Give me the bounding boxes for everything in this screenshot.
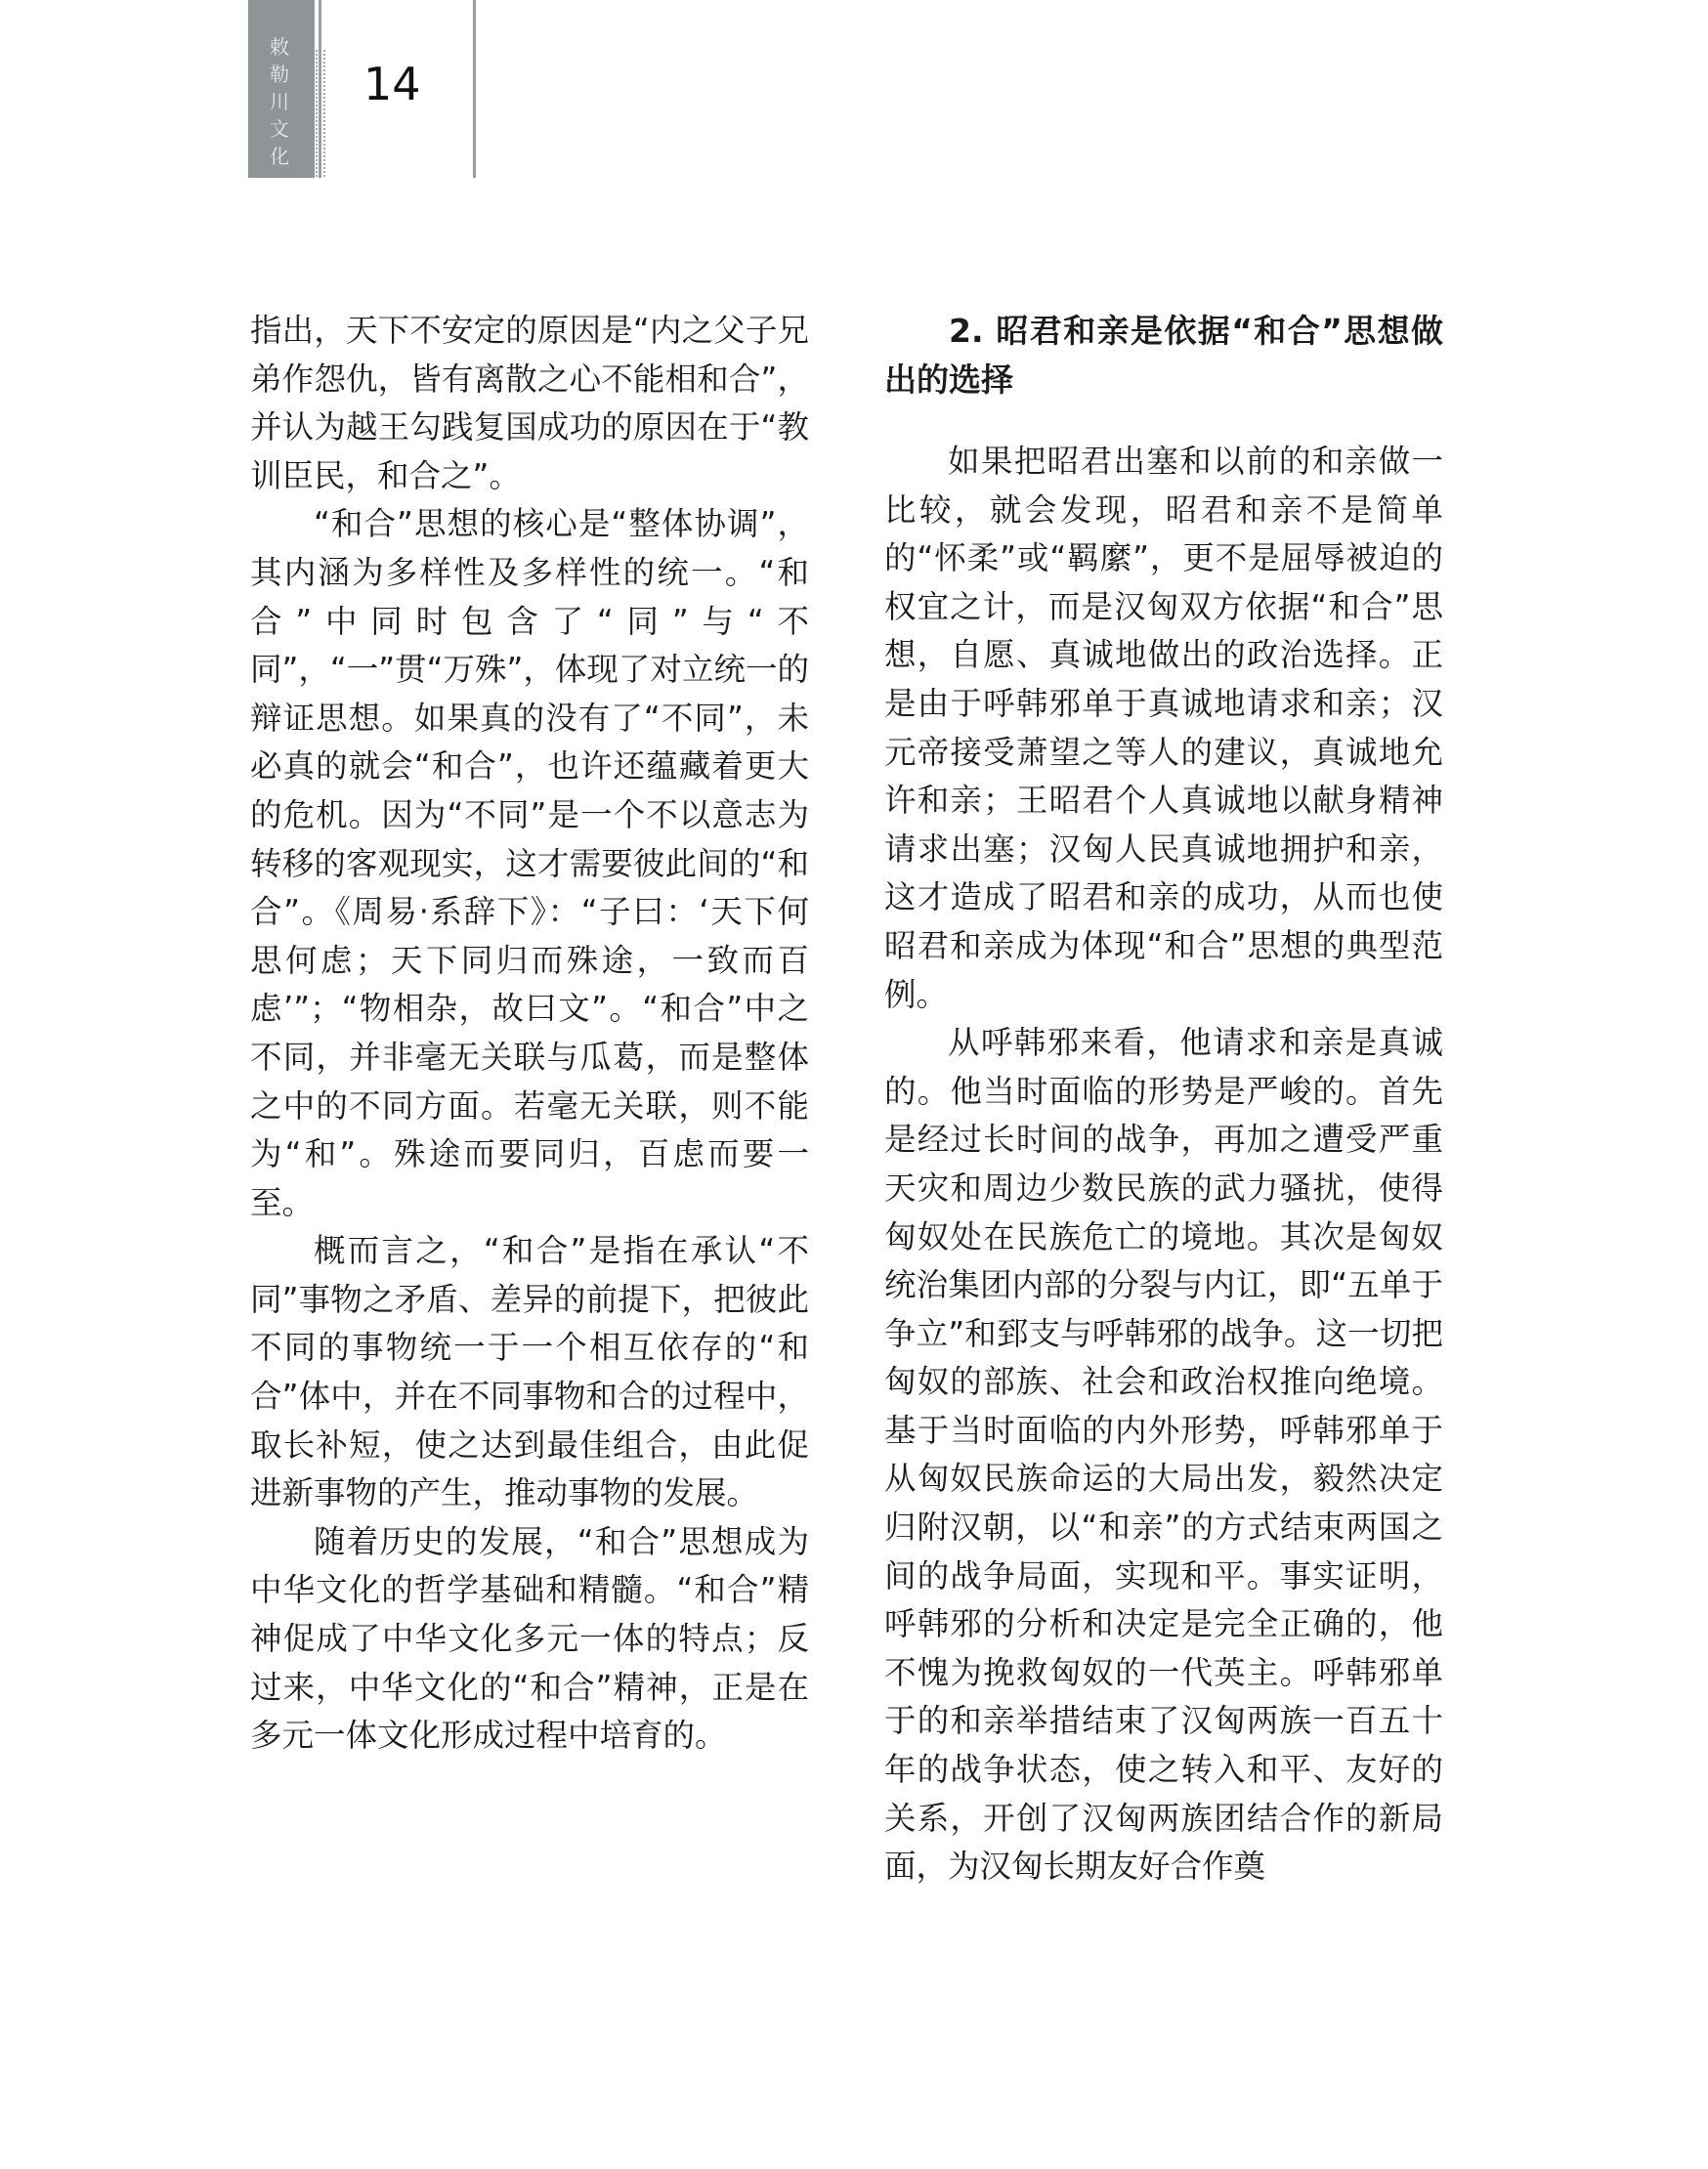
paragraph: 如果把昭君出塞和以前的和亲做一比较，就会发现，昭君和亲不是简单的“怀柔”或“羁縻”，更不是屈辱被迫的权宜之计，而是汉匈双方依据“和合”思想，自愿、真诚地做出的政治选择。正是由于呼韩邪单于真诚地请求和亲；汉元帝接受萧望之等人的建议，真诚地允许和亲；王昭君个人真诚地以献身精神请求出塞；汉匈人民真诚地拥护和亲，这才造成了昭君和亲的成功，从而也使昭君和亲成为体现“和合”思想的典型范例。 bbox=[884, 443, 1443, 1013]
header-divider-left bbox=[319, 0, 321, 178]
series-tab bbox=[248, 0, 315, 178]
paragraph: “和合”思想的核心是“整体协调”，其内涵为多样性及多样性的统一。“和合”中同时包含了“同”与“不同”，“一”贯“万殊”，体现了对立统一的辩证思想。如果真的没有了“不同”，未必真的就会“和合”，也许还蕴藏着更大的危机。因为“不同”是一个不以意志为转移的客观现实，这才需要彼此间的“和合”。《周易·系辞下》：“子曰：‘天下何思何虑；天下同归而殊途，一致而百虑’”；“物相杂，故曰文”。“和合”中之不同，并非毫无关联与瓜葛，而是整体之中的不同方面。若毫无关联，则不能为“和”。殊途而要同归，百虑而要一至。 bbox=[250, 505, 809, 1221]
section-heading: 2. 昭君和亲是依据“和合”思想做出的选择 bbox=[884, 312, 1443, 399]
paragraph: 从呼韩邪来看，他请求和亲是真诚的。他当时面临的形势是严峻的。首先是经过长时间的战争，再加之遭受严重天灾和周边少数民族的武力骚扰，使得匈奴处在民族危亡的境地。其次是匈奴统治集团内部的分裂与内讧，即“五单于争立”和郅支与呼韩邪的战争。这一切把匈奴的部族、社会和政治权推向绝境。基于当时面临的内外形势，呼韩邪单于从匈奴民族命运的大局出发，毅然决定归附汉朝，以“和亲”的方式结束两国之间的战争局面，实现和平。事实证明，呼韩邪的分析和决定是完全正确的，他不愧为挽救匈奴的一代英主。呼韩邪单于的和亲举措结束了汉匈两族一百五十年的战争状态，使之转入和平、友好的关系，开创了汉匈两族团结合作的新局面，为汉匈长期友好合作奠 bbox=[884, 1024, 1443, 1886]
right-column bbox=[884, 307, 1443, 1892]
paragraph: 随着历史的发展，“和合”思想成为中华文化的哲学基础和精髓。“和合”精神促成了中华文化多元一体的特点；反过来，中华文化的“和合”精神，正是在多元一体文化形成过程中培育的。 bbox=[250, 1522, 809, 1755]
page-number: 14 bbox=[363, 58, 421, 110]
heading-spacer bbox=[884, 404, 1443, 438]
paragraph: 指出，天下不安定的原因是“内之父子兄弟作怨仇，皆有离散之心不能相和合”，并认为越王勾践复国成功的原因在于“教训臣民，和合之”。 bbox=[250, 312, 809, 494]
series-title: 敕勒川文化 bbox=[270, 35, 289, 168]
header-divider-right bbox=[473, 0, 476, 178]
paragraph: 概而言之，“和合”是指在承认“不同”事物之矛盾、差异的前提下，把彼此不同的事物统一于一个相互依存的“和合”体中，并在不同事物和合的过程中，取长补短，使之达到最佳组合，由此促进新事物的产生，推动事物的发展。 bbox=[250, 1232, 809, 1512]
left-column bbox=[250, 307, 809, 1761]
